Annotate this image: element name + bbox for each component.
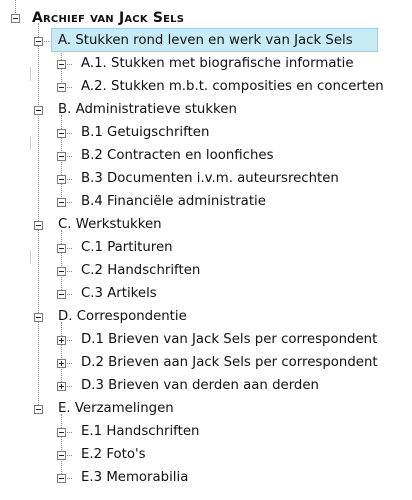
tree-node-label: C. Werkstukken — [58, 217, 162, 232]
tree-node-label: C.3 Artikels — [81, 286, 157, 301]
expand-toggle-icon[interactable] — [57, 359, 66, 368]
tree-node-section-a[interactable] — [58, 31, 353, 51]
tree-node-label: E.3 Memorabilia — [81, 470, 189, 485]
expand-toggle-icon[interactable] — [57, 382, 66, 391]
tree-node-c2[interactable] — [81, 261, 200, 281]
collapse-toggle-icon[interactable] — [11, 14, 20, 23]
tree-node-label: C.2 Handschriften — [81, 263, 201, 278]
tree-node-c1[interactable] — [81, 238, 173, 258]
tree-node-label: A. Stukken rond leven en werk van Jack Sels — [58, 33, 353, 48]
tree-node-label: B.4 Financiële administratie — [81, 194, 266, 209]
tree-node-e3[interactable] — [81, 468, 188, 488]
guide-tick — [30, 136, 31, 150]
tree-node-label: B. Administratieve stukken — [58, 102, 237, 117]
tree-node-label: D.1 Brieven van Jack Sels per correspondent — [81, 332, 378, 347]
tree-root-label: Archief van Jack Sels — [32, 10, 185, 26]
collapse-toggle-icon[interactable] — [57, 428, 66, 437]
collapse-toggle-icon[interactable] — [57, 129, 66, 138]
tree-root[interactable] — [32, 8, 184, 28]
tree-node-e1[interactable] — [81, 422, 199, 442]
tree-node-section-c[interactable] — [58, 215, 162, 235]
tree-node-b2[interactable] — [81, 146, 274, 166]
tree-node-label: D.2 Brieven aan Jack Sels per correspondent — [81, 355, 378, 370]
tree-node-a2[interactable] — [81, 77, 384, 97]
tree-node-b3[interactable] — [81, 169, 339, 189]
expand-toggle-icon[interactable] — [57, 336, 66, 345]
tree-node-label: D. Correspondentie — [58, 309, 187, 324]
collapse-toggle-icon[interactable] — [57, 290, 66, 299]
collapse-toggle-icon[interactable] — [57, 60, 66, 69]
collapse-toggle-icon[interactable] — [57, 83, 66, 92]
tree-node-label: E. Verzamelingen — [58, 401, 174, 416]
guide-tick — [30, 67, 31, 81]
collapse-toggle-icon[interactable] — [57, 175, 66, 184]
collapse-toggle-icon[interactable] — [34, 37, 43, 46]
tree-node-label: B.3 Documenten i.v.m. auteursrechten — [81, 171, 339, 186]
collapse-toggle-icon[interactable] — [57, 244, 66, 253]
tree-node-b1[interactable] — [81, 123, 209, 143]
tree-node-label: E.1 Handschriften — [81, 424, 200, 439]
tree-node-label: B.2 Contracten en loonfiches — [81, 148, 274, 163]
collapse-toggle-icon[interactable] — [34, 106, 43, 115]
tree-node-label: B.1 Getuigschriften — [81, 125, 210, 140]
tree-node-label: E.2 Foto's — [81, 447, 146, 462]
tree-node-e2[interactable] — [81, 445, 146, 465]
tree-node-b4[interactable] — [81, 192, 266, 212]
tree-node-section-b[interactable] — [58, 100, 237, 120]
tree-node-c3[interactable] — [81, 284, 157, 304]
tree-node-d1[interactable] — [81, 330, 377, 350]
tree-node-label: A.1. Stukken met biografische informatie — [81, 56, 354, 71]
tree-node-d2[interactable] — [81, 353, 378, 373]
tree-node-label: A.2. Stukken m.b.t. composities en concerten — [81, 79, 384, 94]
tree-node-d3[interactable] — [81, 376, 319, 396]
tree-node-a1[interactable] — [81, 54, 354, 74]
collapse-toggle-icon[interactable] — [34, 405, 43, 414]
collapse-toggle-icon[interactable] — [34, 221, 43, 230]
collapse-toggle-icon[interactable] — [57, 451, 66, 460]
collapse-toggle-icon[interactable] — [57, 152, 66, 161]
guide-tick — [30, 250, 31, 264]
tree-node-section-d[interactable] — [58, 307, 187, 327]
collapse-toggle-icon[interactable] — [57, 474, 66, 483]
tree-node-label: C.1 Partituren — [81, 240, 173, 255]
collapse-toggle-icon[interactable] — [57, 267, 66, 276]
tree-node-label: D.3 Brieven van derden aan derden — [81, 378, 319, 393]
collapse-toggle-icon[interactable] — [57, 198, 66, 207]
collapse-toggle-icon[interactable] — [34, 313, 43, 322]
tree-node-section-e[interactable] — [58, 399, 174, 419]
